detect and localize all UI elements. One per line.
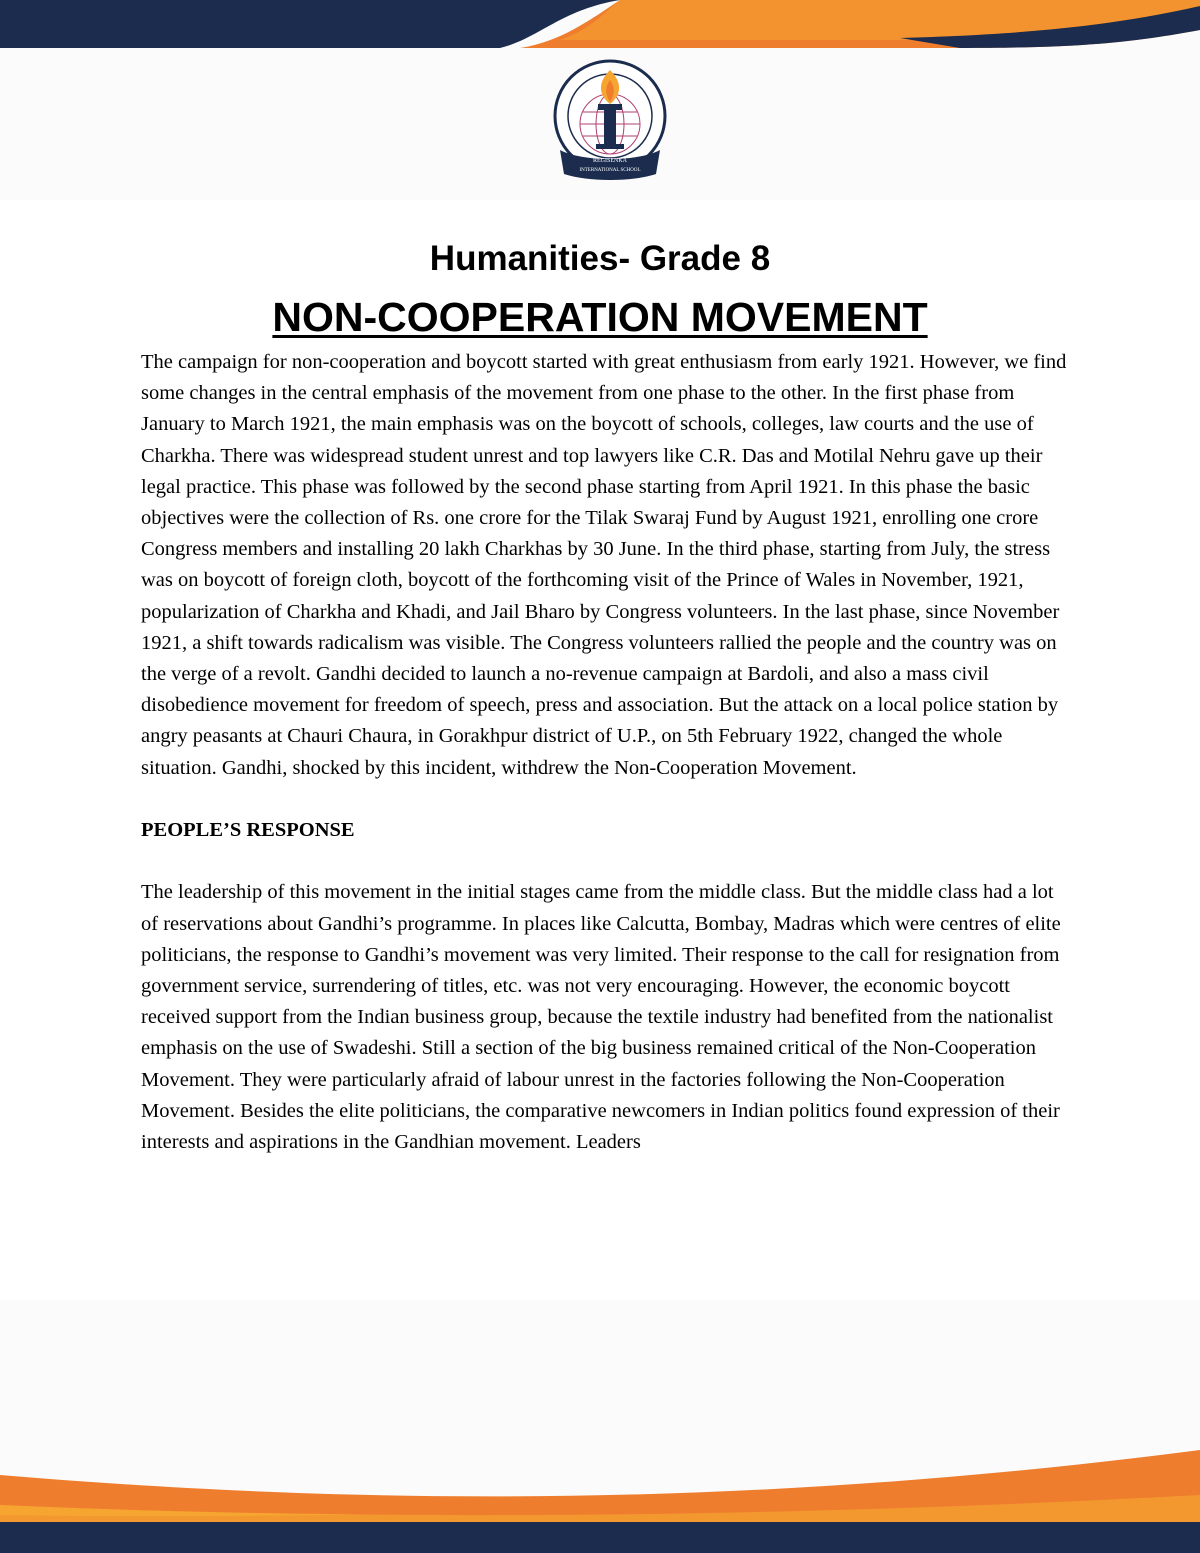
svg-text:REGISENKA: REGISENKA (593, 158, 627, 164)
footer-decoration (0, 1300, 1200, 1553)
svg-text:INTERNATIONAL SCHOOL: INTERNATIONAL SCHOOL (579, 168, 641, 173)
main-title-text: NON-COOPERATION MOVEMENT (272, 294, 928, 340)
section-heading: PEOPLE’S RESPONSE (141, 819, 355, 842)
paragraph-spacer (141, 784, 1071, 815)
paragraph-2: The leadership of this movement in the initial stages came from the middle class. But the middle class had a lot of reservations about Gandhi’s programme. In places like Calcutta, Bombay, Madras which were centres of elite politicians, the response to Gandhi’s movement was very limited. Their response to the call for resignation from government service, surrendering of titles, etc. was not very encouraging. However, the economic boycott received support from the Indian business group, because the textile industry had benefited from the nationalist emphasis on the use of Swadeshi. Still a section of the big business remained critical of the Non-Cooperation Movement. They were particularly afraid of labour unrest in the factories following the Non-Cooperation Movement. Besides the elite politicians, the comparative newcomers in Indian politics found expression of their interests and aspirations in the Gandhian movement. Leaders (141, 881, 1061, 1154)
main-title (0, 291, 1200, 343)
school-crest-torch-icon (552, 58, 668, 186)
paragraph-1: The campaign for non-cooperation and boycott started with great enthusiasm from early 1921. However, we find some changes in the central emphasis of the movement from one phase to the other. In the first phase from January to March 1921, the main emphasis was on the boycott of schools, colleges, law courts and the use of Charkha. There was widespread student unrest and top lawyers like C.R. Das and Motilal Nehru gave up their legal practice. This phase was followed by the second phase starting from April 1921. In this phase the basic objectives were the collection of Rs. one crore for the Tilak Swaraj Fund by August 1921, enrolling one crore Congress members and installing 20 lakh Charkhas by 30 June. In the third phase, starting from July, the stress was on boycott of foreign cloth, boycott of the forthcoming visit of the Prince of Wales in November, 1921, popularization of Charkha and Khadi, and Jail Bharo by Congress volunteers. In the last phase, since November 1921, a shift towards radicalism was visible. The Congress volunteers rallied the people and the country was on the verge of a revolt. Gandhi decided to launch a no-revenue campaign at Bardoli, and also a mass civil disobedience movement for freedom of speech, press and association. But the attack on a local police station by angry peasants at Chauri Chaura, in Gorakhpur district of U.P., on 5th February 1922, changed the whole situation. Gandhi, shocked by this incident, withdrew the Non-Cooperation Movement. (141, 351, 1067, 779)
document-body (141, 347, 1071, 1158)
school-logo (552, 58, 668, 186)
paragraph-spacer (141, 846, 1071, 877)
grade-title: Humanities- Grade 8 (429, 239, 771, 278)
